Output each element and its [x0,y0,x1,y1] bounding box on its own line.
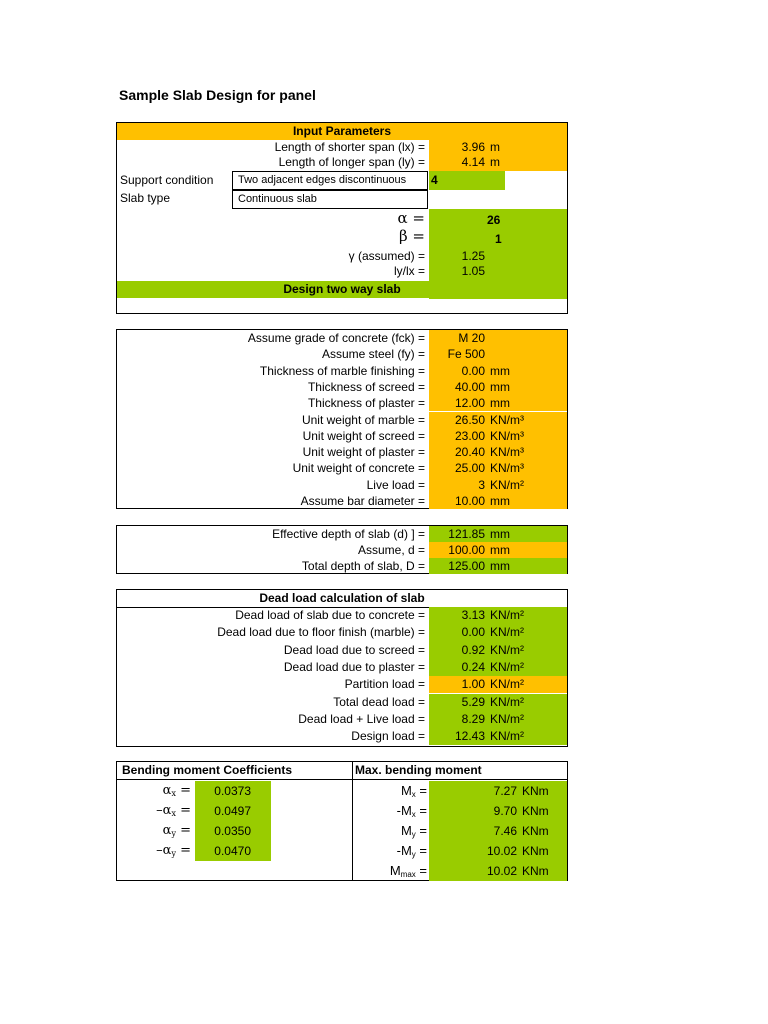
ly-unit: m [490,155,500,169]
row-unit: mm [490,396,510,411]
support-condition-label: Support condition [120,173,214,187]
neg-alpha-y-value[interactable]: 0.0470 [195,841,271,861]
table-row [117,659,567,676]
neg-mx-cell[interactable] [429,801,567,821]
mmax-symbol: $M_{max}$ = [389,863,427,879]
moment-row [117,801,567,821]
row-label: Dead load due to plaster = [283,659,425,674]
neg-my-symbol: $-M_y$ = [396,843,427,859]
support-code-cell[interactable] [429,171,505,190]
row-label: Thickness of marble finishing = [259,363,425,378]
value-cell[interactable] [429,346,567,362]
alpha-y-value[interactable]: 0.0350 [195,821,271,841]
row-unit: mm [490,379,510,394]
input-parameters-table [116,122,568,314]
neg-my-unit: KNm [522,844,549,858]
value-cell[interactable] [429,379,567,395]
materials-table [116,329,568,509]
table-row [117,542,567,559]
row-value: 0.24 [461,659,485,674]
row-label: Dead load of slab due to concrete = [235,608,425,622]
slab-type-select[interactable]: Continuous slab [232,190,428,209]
my-cell[interactable] [429,821,567,841]
dead-load-header: Dead load calculation of slab [117,590,567,608]
gamma-value: 1.25 [461,249,485,263]
table-row [117,493,567,510]
mx-value: 7.27 [493,784,517,798]
value-cell[interactable] [429,694,567,711]
row-label: Dead load due to screed = [283,642,425,657]
row-value: 8.29 [461,711,485,726]
value-cell[interactable] [429,493,567,509]
neg-alpha-x-symbol: $-\alpha_x$ = [156,803,191,818]
row-unit: KN/m² [490,729,524,744]
value-cell[interactable] [429,642,567,659]
moment-row [117,841,567,861]
mmax-cell[interactable] [429,861,567,881]
row-unit: KN/m³ [490,445,524,460]
depth-table [116,525,568,574]
slab-type-label: Slab type [120,191,171,205]
beta-value: 1 [495,232,502,246]
neg-my-value: 10.02 [486,844,517,858]
lx-value: 3.96 [461,140,485,154]
table-row [117,526,567,543]
row-label: Partition load = [344,677,425,692]
table-row [117,346,567,363]
row-label: Unit weight of screed = [302,428,425,443]
row-label: Unit weight of marble = [301,412,425,427]
my-unit: KNm [522,824,549,838]
input-parameters-header: Input Parameters [117,123,567,140]
value-cell[interactable] [429,659,567,676]
row-unit: KN/m³ [490,428,524,443]
neg-mx-symbol: $-M_x$ = [396,803,427,819]
lx-label: Length of shorter span (lx) = [274,140,425,154]
beta-label: β = [398,227,425,245]
moment-header: Max. bending moment [355,763,482,777]
row-label: Design load = [351,729,425,744]
row-unit: KN/m² [490,642,524,657]
neg-mx-value: 9.70 [493,804,517,818]
row-value: 1.00 [461,677,485,692]
row-unit: KN/m³ [490,461,524,476]
mx-symbol: $M_x$ = [400,783,427,799]
table-row [117,642,567,659]
ratio-value: 1.05 [461,264,485,278]
row-unit: KN/m² [490,677,524,692]
ly-cell[interactable] [429,154,567,171]
mx-cell[interactable] [429,781,567,801]
my-symbol: $M_y$ = [400,823,427,839]
row-label: Thickness of screed = [307,379,425,394]
neg-mx-unit: KNm [522,804,549,818]
row-label: Assume steel (fy) = [321,347,425,362]
value-cell[interactable] [429,460,567,476]
table-row [117,694,567,711]
table-row [117,711,567,728]
row-value: 12.00 [454,396,485,411]
row-unit: KN/m² [490,694,524,709]
row-value: 3 [478,477,485,492]
row-label: Total dead load = [333,694,425,709]
neg-alpha-y-symbol: $-\alpha_y$ = [156,843,191,858]
row-unit: mm [490,543,510,557]
value-cell[interactable] [429,711,567,728]
value-cell[interactable] [429,330,567,346]
my-value: 7.46 [493,824,517,838]
page-title: Sample Slab Design for panel [119,87,316,103]
mmax-unit: KNm [522,864,549,878]
value-cell[interactable] [429,477,567,493]
row-label: Unit weight of concrete = [292,461,425,476]
row-value: 125.00 [448,559,485,573]
value-cell[interactable] [429,412,567,428]
row-value: 3.13 [461,608,485,622]
mx-unit: KNm [522,784,549,798]
bending-moment-table [116,761,568,881]
row-value: 0.92 [461,642,485,657]
row-label: Unit weight of plaster = [302,445,425,460]
value-cell[interactable] [429,624,567,641]
row-label: Live load = [366,477,425,492]
row-unit: KN/m³ [490,412,524,427]
table-row [117,558,567,575]
gamma-label: γ (assumed) = [348,249,425,263]
row-label: Assume grade of concrete (fck) = [247,331,425,345]
value-cell[interactable] [429,728,567,745]
table-row [117,428,567,445]
table-row [117,363,567,380]
row-unit: KN/m² [490,477,524,492]
row-value: 5.29 [461,694,485,709]
alpha-value: 26 [487,213,501,227]
support-code-value: 4 [431,173,438,187]
alpha-y-symbol: $\alpha_y$ = [162,823,191,838]
value-cell[interactable] [429,558,567,574]
moment-row [117,861,567,881]
table-row [117,676,567,693]
table-row [117,477,567,494]
row-value: 26.50 [454,412,485,427]
row-value: 25.00 [454,461,485,476]
value-cell[interactable] [429,363,567,379]
neg-alpha-x-value[interactable]: 0.0497 [195,801,271,821]
table-row [117,624,567,641]
row-unit: KN/m² [490,625,524,640]
neg-my-cell[interactable] [429,841,567,861]
row-label: Thickness of plaster = [307,396,425,411]
table-row [117,412,567,429]
moment-row [117,821,567,841]
table-row [117,395,567,412]
row-unit: mm [490,363,510,378]
row-label: Total depth of slab, D = [301,559,425,573]
row-label: Dead load due to floor finish (marble) = [217,625,425,640]
value-cell[interactable] [429,526,567,542]
table-row [117,379,567,396]
value-cell[interactable] [429,676,567,693]
alpha-label: α = [397,209,425,227]
coefficient-header: Bending moment Coefficients [122,763,293,777]
ratio-label: ly/lx = [393,264,425,278]
design-result: Design two way slab [117,281,567,298]
row-value: 0.00 [461,625,485,640]
value-cell[interactable] [429,395,567,411]
table-row [117,460,567,477]
row-value: 40.00 [454,379,485,394]
table-row [117,728,567,745]
row-value: 20.40 [454,445,485,460]
row-value: Fe 500 [447,347,485,362]
value-cell[interactable] [429,428,567,444]
row-unit: mm [490,559,510,573]
lx-unit: m [490,140,500,154]
table-row [117,444,567,461]
table-row [117,330,567,347]
support-condition-select[interactable]: Two adjacent edges discontinuous [232,171,428,190]
value-cell[interactable] [429,542,567,558]
table-row [117,607,567,624]
row-value: 12.43 [454,729,485,744]
row-value: 0.00 [461,363,485,378]
row-unit: mm [490,527,510,541]
row-value: 121.85 [448,527,485,541]
row-label: Effective depth of slab (d) ] = [272,527,425,541]
ly-label: Length of longer span (ly) = [278,155,425,169]
value-cell[interactable] [429,607,567,624]
row-value: M 20 [458,331,485,345]
row-value: 23.00 [454,428,485,443]
row-label: Assume, d = [357,543,425,557]
row-ly [117,154,567,171]
alpha-x-value[interactable]: 0.0373 [195,781,271,801]
row-unit: KN/m² [490,659,524,674]
row-value: 100.00 [448,543,485,557]
row-value: 10.00 [454,494,485,508]
value-cell[interactable] [429,444,567,460]
header-underline [117,779,567,780]
row-label: Dead load + Live load = [298,711,425,726]
row-unit: KN/m² [490,711,524,726]
ly-value: 4.14 [461,155,485,169]
moment-row [117,781,567,801]
mmax-value: 10.02 [486,864,517,878]
row-unit: mm [490,494,510,508]
row-label: Assume bar diameter = [300,494,425,508]
row-unit: KN/m² [490,608,524,622]
dead-load-table [116,589,568,747]
alpha-x-symbol: $\alpha_x$ = [162,783,191,798]
